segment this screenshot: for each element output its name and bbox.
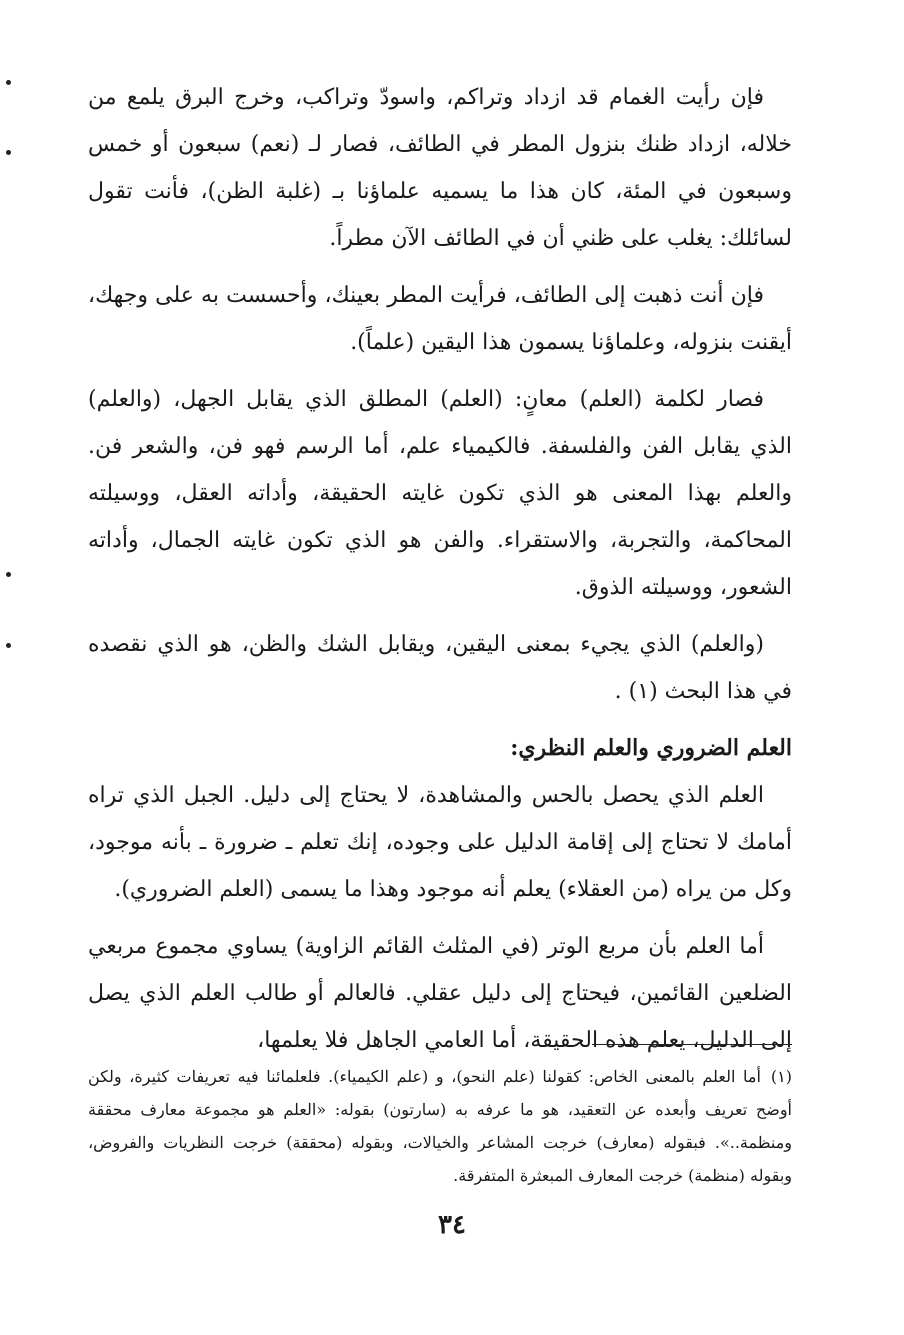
footnote	[88, 1060, 792, 1192]
section-heading: العلم الضروري والعلم النظري:	[510, 735, 792, 761]
footnote-number: (١)	[770, 1067, 792, 1086]
paragraph-6: أما العلم بأن مربع الوتر (في المثلث القائم الزاوية) يساوي مجموع مربعي الضلعين القائمين، فيحتاج إلى دليل عقلي. فالعالم أو طالب العلم الذي يصل إلى الدليل، يعلم هذه الحقيقة، أما العامي الجاهل فلا يعلمها،	[88, 934, 792, 1053]
paragraph-5: العلم الذي يحصل بالحس والمشاهدة، لا يحتاج إلى دليل. الجبل الذي تراه أمامك لا تحتاج إلى إقامة الدليل على وجوده، إنك تعلم ـ ضرورة ـ بأنه موجود، وكل من يراه (من العقلاء) يعلم أنه موجود وهذا ما يسمى (العلم الضروري).	[88, 783, 792, 902]
scan-dot	[6, 80, 11, 85]
page-number: ٣٤	[438, 1210, 466, 1240]
footnote-separator	[592, 1044, 792, 1045]
paragraph-2: فإن أنت ذهبت إلى الطائف، فرأيت المطر بعينك، وأحسست به على وجهك، أيقنت بنزوله، وعلماؤنا يسمون هذا اليقين (علماً).	[88, 283, 792, 355]
paragraph-4: (والعلم) الذي يجيء بمعنى اليقين، ويقابل الشك والظن، هو الذي نقصده في هذا البحث (١) .	[88, 632, 792, 704]
paragraph-3: فصار لكلمة (العلم) معانٍ: (العلم) المطلق الذي يقابل الجهل، (والعلم) الذي يقابل الفن والفلسفة. فالكيمياء علم، أما الرسم فهو فن، والشعر فن. والعلم بهذا المعنى هو الذي تكون غايته الحقيقة، وأداته العقل، ووسيلته المحاكمة، والتجربة، والاستقراء. والفن هو الذي تكون غايته الجمال، وأداته الشعور، ووسيلته الذوق.	[88, 387, 792, 600]
scan-dot	[6, 572, 11, 577]
footnote-text: أما العلم بالمعنى الخاص: كقولنا (علم النحو)، و (علم الكيمياء). فلعلمائنا فيه تعريفات كثيرة، ولكن أوضح تعريف وأبعده عن التعقيد، هو ما عرفه به (سارتون) بقوله: «العلم هو مجموعة معارف محققة ومنظمة..». فبقوله (معارف) خرجت المشاعر والخيالات، وبقوله (محققة) خرجت النظريات والفروض، وبقوله (منظمة) خرجت المعارف المبعثرة المتفرقة.	[88, 1067, 792, 1185]
main-text	[88, 74, 792, 1074]
scan-dot	[6, 150, 11, 155]
scan-dot	[6, 643, 11, 648]
paragraph-1: فإن رأيت الغمام قد ازداد وتراكم، واسودّ وتراكب، وخرج البرق يلمع من خلاله، ازداد ظنك بنزول المطر في الطائف، فصار لـ (نعم) سبعون أو خمس وسبعون في المئة، كان هذا ما يسميه علماؤنا بـ (غلبة الظن)، فأنت تقول لسائلك: يغلب على ظني أن في الطائف الآن مطراً.	[88, 85, 792, 251]
